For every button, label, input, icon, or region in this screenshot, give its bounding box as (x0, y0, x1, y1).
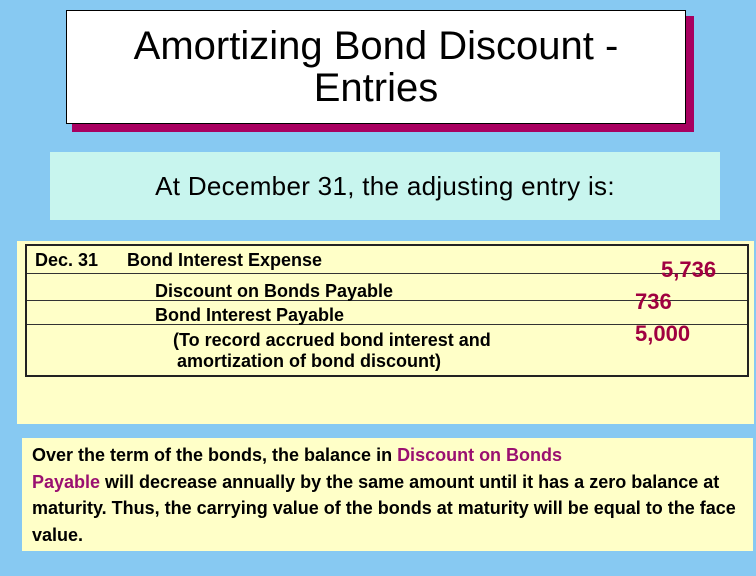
page-title (134, 25, 619, 109)
journal-date: Dec. 31 (35, 250, 99, 270)
debit-amount: 5,736 (661, 257, 717, 282)
credit-amount: 5,000 (635, 321, 691, 346)
credit-amount: 736 (635, 289, 672, 314)
subtitle-box (50, 152, 720, 220)
journal-explanation: (To record accrued bond interest and (173, 330, 491, 350)
note-text-part: will decrease annually by the same amount until it has a zero balance at maturity. Thus, the carrying value of the bonds at maturity will be equal to the face value. (32, 471, 736, 545)
journal-row-divider (27, 273, 747, 274)
title-line-1: Amortizing Bond Discount - (133, 24, 619, 68)
note-highlight: Discount on Bonds (397, 445, 563, 465)
journal-credit-account: Bond Interest Payable (155, 305, 345, 325)
title-box (66, 10, 686, 124)
title-line-2: Entries (313, 66, 439, 110)
note-text-part: Over the term of the bonds, the balance in (32, 445, 398, 465)
note-highlight: Payable (32, 471, 101, 492)
note-paragraph (32, 442, 748, 548)
journal-explanation: amortization of bond discount) (177, 351, 441, 371)
journal-entry-table (25, 244, 749, 377)
note-area (22, 438, 753, 551)
journal-credit-account: Discount on Bonds Payable (155, 281, 394, 301)
journal-debit-account: Bond Interest Expense (127, 250, 323, 270)
subtitle: At December 31, the adjusting entry is: (155, 170, 615, 201)
